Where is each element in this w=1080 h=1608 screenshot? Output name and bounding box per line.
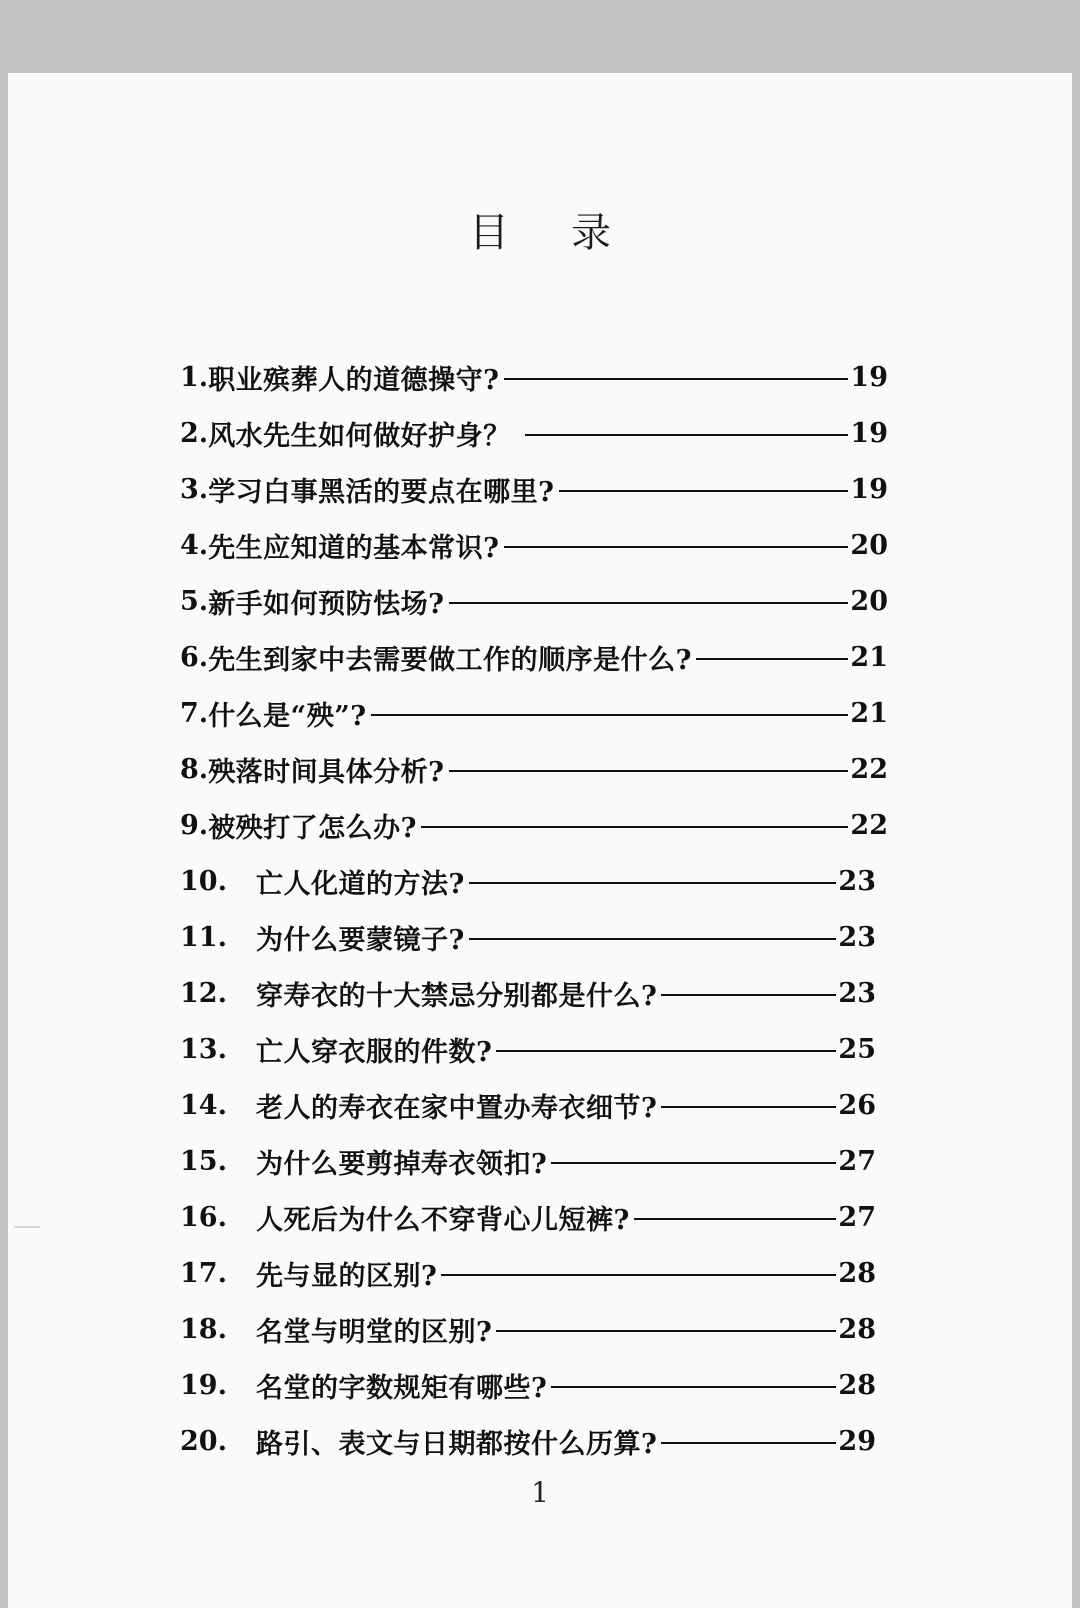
toc-entry-number: 17. — [180, 1257, 227, 1289]
toc-entry — [180, 1021, 876, 1077]
toc-entry-page: 28 — [838, 1369, 876, 1401]
toc-entry-title: 被殃打了怎么办? — [208, 812, 418, 844]
toc-entry-number: 1. — [180, 361, 209, 393]
toc-entry-title: 风水先生如何做好护身？ — [208, 420, 511, 452]
dotted-leader — [504, 378, 849, 380]
toc-entry-number: 9. — [180, 809, 209, 841]
toc-entry-title: 名堂的字数规矩有哪些? — [256, 1372, 548, 1404]
page-title: 目录 — [469, 210, 673, 256]
dotted-leader — [469, 938, 837, 940]
toc-entry-page: 28 — [838, 1313, 876, 1345]
toc-entry-number: 11. — [180, 921, 227, 953]
toc-entry-page: 26 — [838, 1089, 876, 1121]
dotted-leader — [504, 546, 849, 548]
dotted-leader — [469, 882, 837, 884]
toc-entry-number: 20. — [180, 1425, 227, 1457]
toc-entry-number: 2. — [180, 417, 209, 449]
toc-entry-title: 路引、表文与日期都按什么历算? — [256, 1428, 658, 1460]
toc-entry-title: 穿寿衣的十大禁忌分别都是什么? — [256, 980, 658, 1012]
toc-entry-number: 4. — [180, 529, 209, 561]
toc-entry-page: 27 — [838, 1145, 876, 1177]
toc-entry — [180, 853, 876, 909]
dotted-leader — [371, 714, 849, 716]
dotted-leader — [421, 826, 848, 828]
toc-entry — [180, 405, 888, 461]
toc-entry-page: 22 — [850, 809, 888, 841]
toc-entry — [180, 573, 888, 629]
dotted-leader — [661, 1442, 836, 1444]
dotted-leader — [634, 1218, 837, 1220]
toc-entry — [180, 629, 888, 685]
toc-entry-number: 6. — [180, 641, 209, 673]
dotted-leader — [449, 602, 849, 604]
toc-entry — [180, 1301, 876, 1357]
toc-entry-title: 人死后为什么不穿背心儿短裤? — [256, 1204, 630, 1236]
toc-entry-page: 23 — [838, 977, 876, 1009]
toc-entry-title: 职业殡葬人的道德操守? — [208, 364, 500, 396]
toc-entry-page: 25 — [838, 1033, 876, 1065]
viewer-background — [0, 0, 1080, 73]
dotted-leader — [696, 658, 848, 660]
toc-entry-title: 新手如何预防怯场? — [208, 588, 445, 620]
toc-entry-title: 先生到家中去需要做工作的顺序是什么? — [208, 644, 693, 676]
toc-entry-page: 22 — [850, 753, 888, 785]
dotted-leader — [559, 490, 849, 492]
toc-entry-number: 8. — [180, 753, 209, 785]
toc-entry-number: 7. — [180, 697, 209, 729]
toc-entry-page: 21 — [850, 641, 888, 673]
toc-entry-title: 亡人化道的方法? — [256, 868, 465, 900]
toc-entry-number: 18. — [180, 1313, 227, 1345]
toc-entry — [180, 741, 888, 797]
toc-entry-page: 20 — [850, 585, 888, 617]
dotted-leader — [525, 434, 849, 436]
dotted-leader — [496, 1050, 836, 1052]
dotted-leader — [551, 1162, 836, 1164]
toc-entry-page: 21 — [850, 697, 888, 729]
toc-entry-page: 19 — [850, 417, 888, 449]
toc-entry-page: 19 — [850, 473, 888, 505]
toc-entry-page: 28 — [838, 1257, 876, 1289]
toc-entry-title: 殃落时间具体分析? — [208, 756, 445, 788]
toc-entry — [180, 1077, 876, 1133]
toc-entry — [180, 797, 888, 853]
toc-entry-title: 学习白事黑活的要点在哪里? — [208, 476, 555, 508]
toc-entry — [180, 349, 888, 405]
toc-entry — [180, 685, 888, 741]
scan-artifact — [14, 1226, 40, 1228]
dotted-leader — [551, 1386, 836, 1388]
dotted-leader — [496, 1330, 836, 1332]
toc-entry-title: 先与显的区别? — [256, 1260, 438, 1292]
toc-entry-title: 什么是“殃”? — [208, 700, 367, 732]
toc-entry — [180, 461, 888, 517]
toc-entry-page: 23 — [838, 921, 876, 953]
toc-entry-title: 先生应知道的基本常识? — [208, 532, 500, 564]
toc-entry — [180, 909, 876, 965]
dotted-leader — [661, 1106, 836, 1108]
toc-entry-title: 亡人穿衣服的件数? — [256, 1036, 493, 1068]
toc-entry-page: 29 — [838, 1425, 876, 1457]
toc-entry — [180, 1357, 876, 1413]
toc-entry-title: 老人的寿衣在家中置办寿衣细节? — [256, 1092, 658, 1124]
dotted-leader — [661, 994, 836, 996]
toc-entry-number: 12. — [180, 977, 227, 1009]
toc-entry-number: 5. — [180, 585, 209, 617]
dotted-leader — [441, 1274, 836, 1276]
toc-entry — [180, 965, 876, 1021]
document-page — [8, 73, 1072, 1608]
toc-entry-number: 13. — [180, 1033, 227, 1065]
page-number: 1 — [531, 1476, 549, 1509]
toc-entry-page: 20 — [850, 529, 888, 561]
toc-entry-title: 为什么要蒙镜子? — [256, 924, 465, 956]
toc-entry-number: 19. — [180, 1369, 227, 1401]
toc-entry-title: 名堂与明堂的区别? — [256, 1316, 493, 1348]
toc-entry — [180, 517, 888, 573]
toc-entry — [180, 1189, 876, 1245]
toc-entry-number: 14. — [180, 1089, 227, 1121]
toc-entry-page: 19 — [850, 361, 888, 393]
toc-entry — [180, 1413, 876, 1469]
toc-entry-number: 3. — [180, 473, 209, 505]
toc-entry-title: 为什么要剪掉寿衣领扣? — [256, 1148, 548, 1180]
toc-entry-number: 15. — [180, 1145, 227, 1177]
toc-entry-page: 23 — [838, 865, 876, 897]
toc-entry-number: 16. — [180, 1201, 227, 1233]
dotted-leader — [449, 770, 849, 772]
toc-entry-page: 27 — [838, 1201, 876, 1233]
toc-entry-number: 10. — [180, 865, 227, 897]
toc-entry — [180, 1133, 876, 1189]
toc-entry — [180, 1245, 876, 1301]
